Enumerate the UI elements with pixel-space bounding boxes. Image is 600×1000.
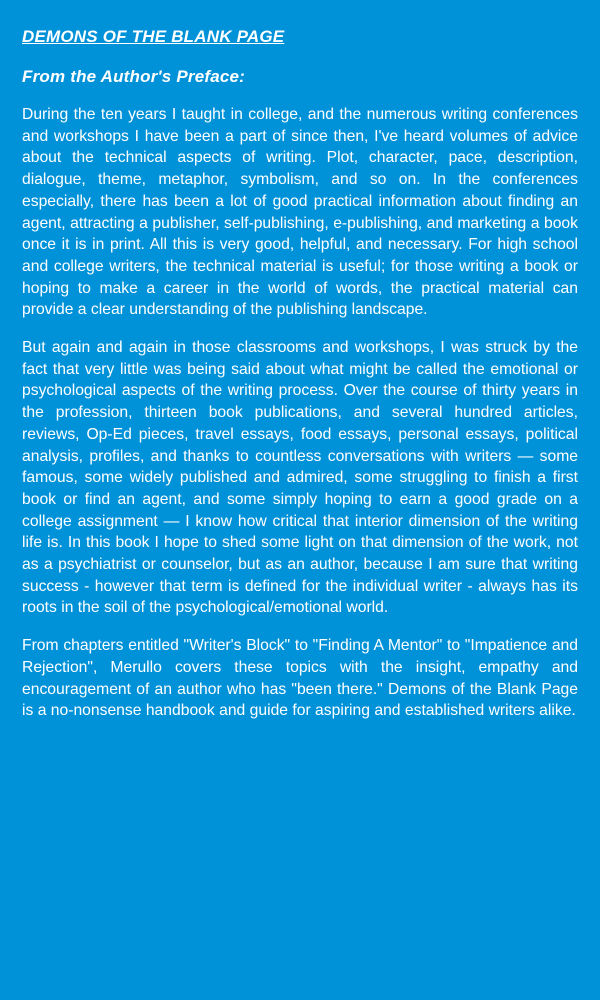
page-title: DEMONS OF THE BLANK PAGE (22, 27, 285, 46)
preface-paragraph-3: From chapters entitled "Writer's Block" to "Finding A Mentor" to "Impatience and Rejection", Merullo covers these topics with the insight, empathy and encouragement of an author who has "been there." Demons of the Blank Page is a no-nonsense handbook and guide for aspiring and established writers alike. (22, 637, 578, 720)
preface-subtitle: From the Author's Preface: (22, 67, 246, 86)
preface-paragraph-1: During the ten years I taught in college, and the numerous writing conferences and workshops I have been a part of since then, I've heard volumes of advice about the technical aspects of writing. Plot, character, pace, description, dialogue, theme, metaphor, symbolism, and so on. In the conferences especially, there has been a lot of good practical information about finding an agent, attracting a publisher, self-publishing, e-publishing, and marketing a book once it is in print. All this is very good, helpful, and necessary. For high school and college writers, the technical material is useful; for those writing a book or hoping to make a career in the world of words, the practical material can provide a clear understanding of the publishing landscape. (22, 106, 578, 319)
preface-paragraph-2: But again and again in those classrooms and workshops, I was struck by the fact that very little was being said about what might be called the emotional or psychological aspects of the writing process. Over the course of thirty years in the profession, thirteen book publications, and several hundred articles, reviews, Op-Ed pieces, travel essays, food essays, personal essays, political analysis, profiles, and thanks to countless conversations with writers — some famous, some widely published and admired, some struggling to finish a first book or find an agent, and some simply hoping to earn a good grade on a college assignment — I know how critical that interior dimension of the writing life is. In this book I hope to shed some light on that dimension of the work, not as a psychiatrist or counselor, but as an author, because I am sure that writing success - however that term is defined for the individual writer - always has its roots in the soil of the psychological/emotional world. (22, 339, 578, 617)
